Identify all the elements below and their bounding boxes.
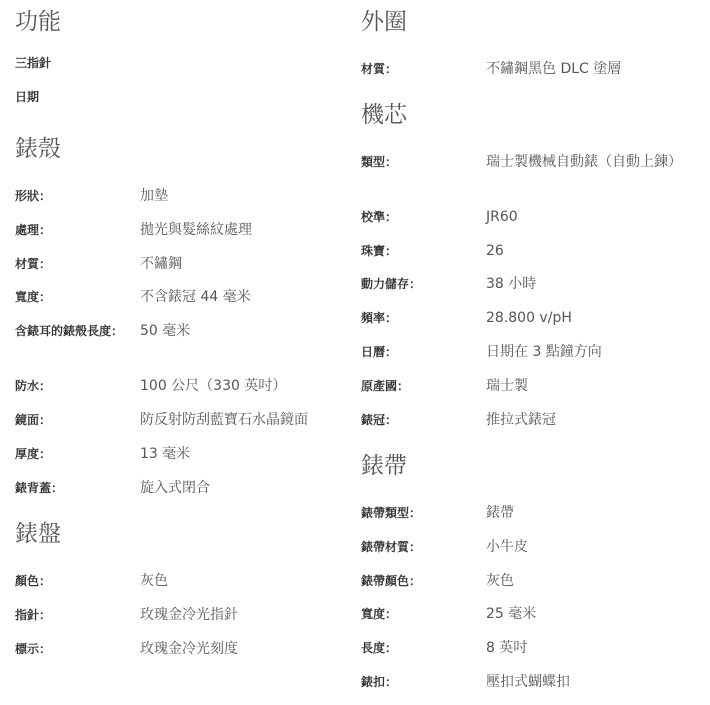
section-title-movement: 機芯: [361, 102, 407, 128]
spec-label: 錶冠：: [361, 413, 398, 427]
spec-value: 玫瑰金冷光刻度: [140, 641, 238, 657]
spec-value: 瑞士製機械自動錶（自動上鍊）: [486, 154, 682, 170]
spec-label: 材質：: [361, 62, 398, 76]
spec-label: 標示：: [15, 642, 52, 656]
spec-value: 灰色: [486, 573, 514, 589]
spec-label: 鏡面：: [15, 413, 52, 427]
spec-value: 26: [486, 243, 504, 259]
spec-value: 瑞士製: [486, 378, 528, 394]
spec-value: 25 毫米: [486, 606, 537, 622]
spec-value: JR60: [486, 209, 518, 225]
spec-label: 防水：: [15, 379, 52, 393]
spec-label: 原產國：: [361, 379, 410, 393]
spec-label: 寬度：: [361, 607, 398, 621]
spec-label: 形狀：: [15, 189, 52, 203]
spec-label: 錶扣：: [361, 675, 398, 689]
spec-value: 不鏽鋼黑色 DLC 塗層: [486, 61, 622, 77]
spec-value: 8 英吋: [486, 640, 528, 656]
spec-value: 13 毫米: [140, 446, 191, 462]
spec-label: 指針：: [15, 608, 52, 622]
spec-label: 校準：: [361, 210, 398, 224]
spec-label: 材質：: [15, 257, 52, 271]
section-title-bezel: 外圈: [361, 9, 407, 35]
spec-value: 防反射防刮藍寶石水晶鏡面: [140, 412, 308, 428]
spec-value: 加墊: [140, 188, 168, 204]
spec-label: 錶帶顏色：: [361, 574, 422, 588]
section-title-strap: 錶帶: [361, 453, 407, 479]
spec-value: 28.800 v/pH: [486, 310, 572, 326]
function-item-label: 日期: [15, 90, 40, 104]
spec-value: 壓扣式蝴蝶扣: [486, 674, 570, 690]
spec-value: 錶帶: [486, 505, 514, 521]
spec-value: 100 公尺（330 英吋）: [140, 378, 287, 394]
spec-label: 日曆：: [361, 345, 398, 359]
spec-value: 50 毫米: [140, 323, 191, 339]
spec-label: 動力儲存：: [361, 277, 422, 291]
spec-label: 含錶耳的錶殼長度：: [15, 324, 124, 338]
spec-value: 旋入式閉合: [140, 480, 210, 496]
spec-value: 38 小時: [486, 276, 537, 292]
spec-label: 厚度：: [15, 447, 52, 461]
spec-value: 灰色: [140, 573, 168, 589]
function-item-label: 三指針: [15, 56, 52, 70]
spec-label: 顏色：: [15, 574, 52, 588]
spec-value: 玫瑰金冷光指針: [140, 607, 238, 623]
spec-value: 拋光與髮絲紋處理: [140, 222, 252, 238]
spec-label: 頻率：: [361, 311, 398, 325]
spec-label: 錶背蓋：: [15, 481, 64, 495]
spec-label: 珠寶：: [361, 244, 398, 258]
spec-label: 類型：: [361, 155, 398, 169]
spec-label: 處理：: [15, 223, 52, 237]
spec-value: 日期在 3 點鐘方向: [486, 344, 602, 360]
spec-label: 寬度：: [15, 290, 52, 304]
spec-value: 小牛皮: [486, 539, 528, 555]
spec-value: 不含錶冠 44 毫米: [140, 289, 251, 305]
spec-label: 錶帶材質：: [361, 540, 422, 554]
spec-label: 長度：: [361, 641, 398, 655]
spec-value: 推拉式錶冠: [486, 412, 556, 428]
section-title-case: 錶殼: [15, 136, 61, 162]
section-title-dial: 錶盤: [15, 521, 61, 547]
spec-label: 錶帶類型：: [361, 506, 422, 520]
spec-value: 不鏽鋼: [140, 256, 182, 272]
section-title-functions: 功能: [15, 9, 61, 35]
